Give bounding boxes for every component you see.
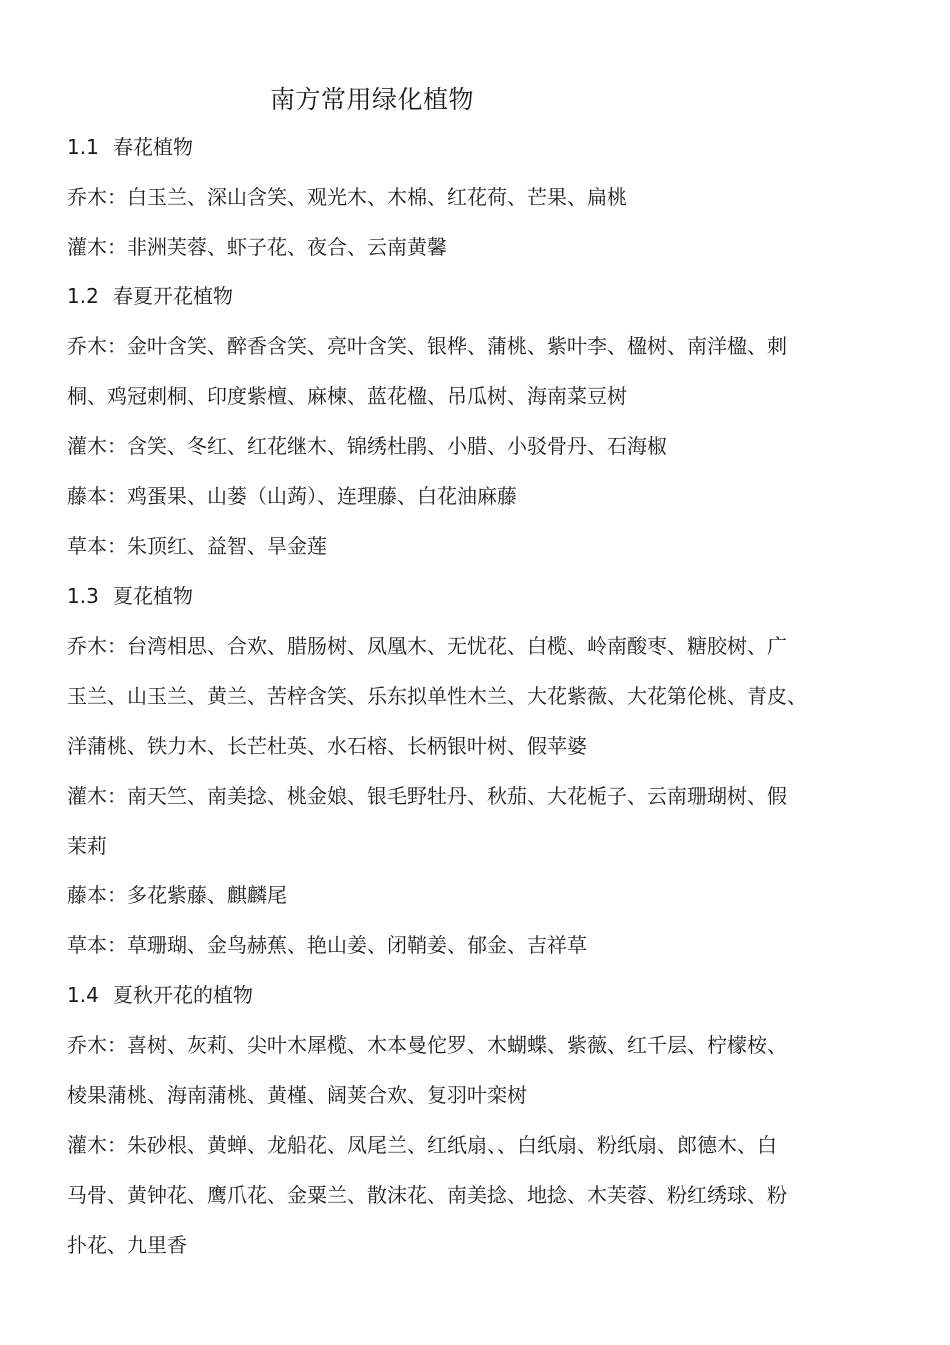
text-line: 灌木：含笑、冬红、红花继木、锦绣杜鹃、小腊、小驳骨丹、石海椒 <box>67 434 667 458</box>
text-line: 洋蒲桃、铁力木、长芒杜英、水石榕、长柄银叶树、假苹婆 <box>67 734 587 758</box>
text-line: 玉兰、山玉兰、黄兰、苦梓含笑、乐东拟单性木兰、大花紫薇、大花第伦桃、青皮、 <box>67 684 807 708</box>
text-line: 棱果蒲桃、海南蒲桃、黄槿、阔荚合欢、复羽叶栾树 <box>67 1083 527 1107</box>
section-number: 1.4 <box>67 983 99 1007</box>
section-heading <box>67 281 233 311</box>
section-heading <box>67 581 193 611</box>
text-line: 草本：朱顶红、益智、旱金莲 <box>67 534 327 558</box>
section-name: 夏秋开花的植物 <box>113 983 253 1007</box>
text-line: 乔木：喜树、灰莉、尖叶木犀榄、木本曼佗罗、木蝴蝶、紫薇、红千层、柠檬桉、 <box>67 1033 787 1057</box>
text-line: 乔木：金叶含笑、醉香含笑、亮叶含笑、银桦、蒲桃、紫叶李、楹树、南洋楹、刺 <box>67 334 787 358</box>
text-line: 草本：草珊瑚、金鸟赫蕉、艳山姜、闭鞘姜、郁金、吉祥草 <box>67 933 587 957</box>
text-line: 藤本：鸡蛋果、山蒌（山蒟）、连理藤、白花油麻藤 <box>67 484 517 508</box>
section-number: 1.1 <box>67 135 99 159</box>
text-line: 扑花、九里香 <box>67 1233 187 1257</box>
section-heading <box>67 980 253 1010</box>
text-line: 灌木：南天竺、南美捻、桃金娘、银毛野牡丹、秋茄、大花栀子、云南珊瑚树、假 <box>67 784 787 808</box>
text-line: 乔木：台湾相思、合欢、腊肠树、凤凰木、无忧花、白榄、岭南酸枣、糖胶树、广 <box>67 634 787 658</box>
section-heading <box>67 132 193 162</box>
text-line: 茉莉 <box>67 834 107 858</box>
text-line: 灌木：朱砂根、黄蝉、龙船花、凤尾兰、红纸扇、、白纸扇、粉纸扇、郎德木、白 <box>67 1133 777 1157</box>
text-line: 乔木：白玉兰、深山含笑、观光木、木棉、红花荷、芒果、扁桃 <box>67 185 627 209</box>
section-name: 夏花植物 <box>113 584 193 608</box>
section-number: 1.2 <box>67 284 99 308</box>
section-name: 春花植物 <box>113 135 193 159</box>
section-number: 1.3 <box>67 584 99 608</box>
section-name: 春夏开花植物 <box>113 284 233 308</box>
text-line: 桐、鸡冠刺桐、印度紫檀、麻楝、蓝花楹、吊瓜树、海南菜豆树 <box>67 384 627 408</box>
text-line: 藤本：多花紫藤、麒麟尾 <box>67 883 287 907</box>
text-line: 马骨、黄钟花、鹰爪花、金粟兰、散沫花、南美捻、地捻、木芙蓉、粉红绣球、粉 <box>67 1183 787 1207</box>
document-title: 南方常用绿化植物 <box>270 85 475 114</box>
text-line: 灌木：非洲芙蓉、虾子花、夜合、云南黄馨 <box>67 235 447 259</box>
